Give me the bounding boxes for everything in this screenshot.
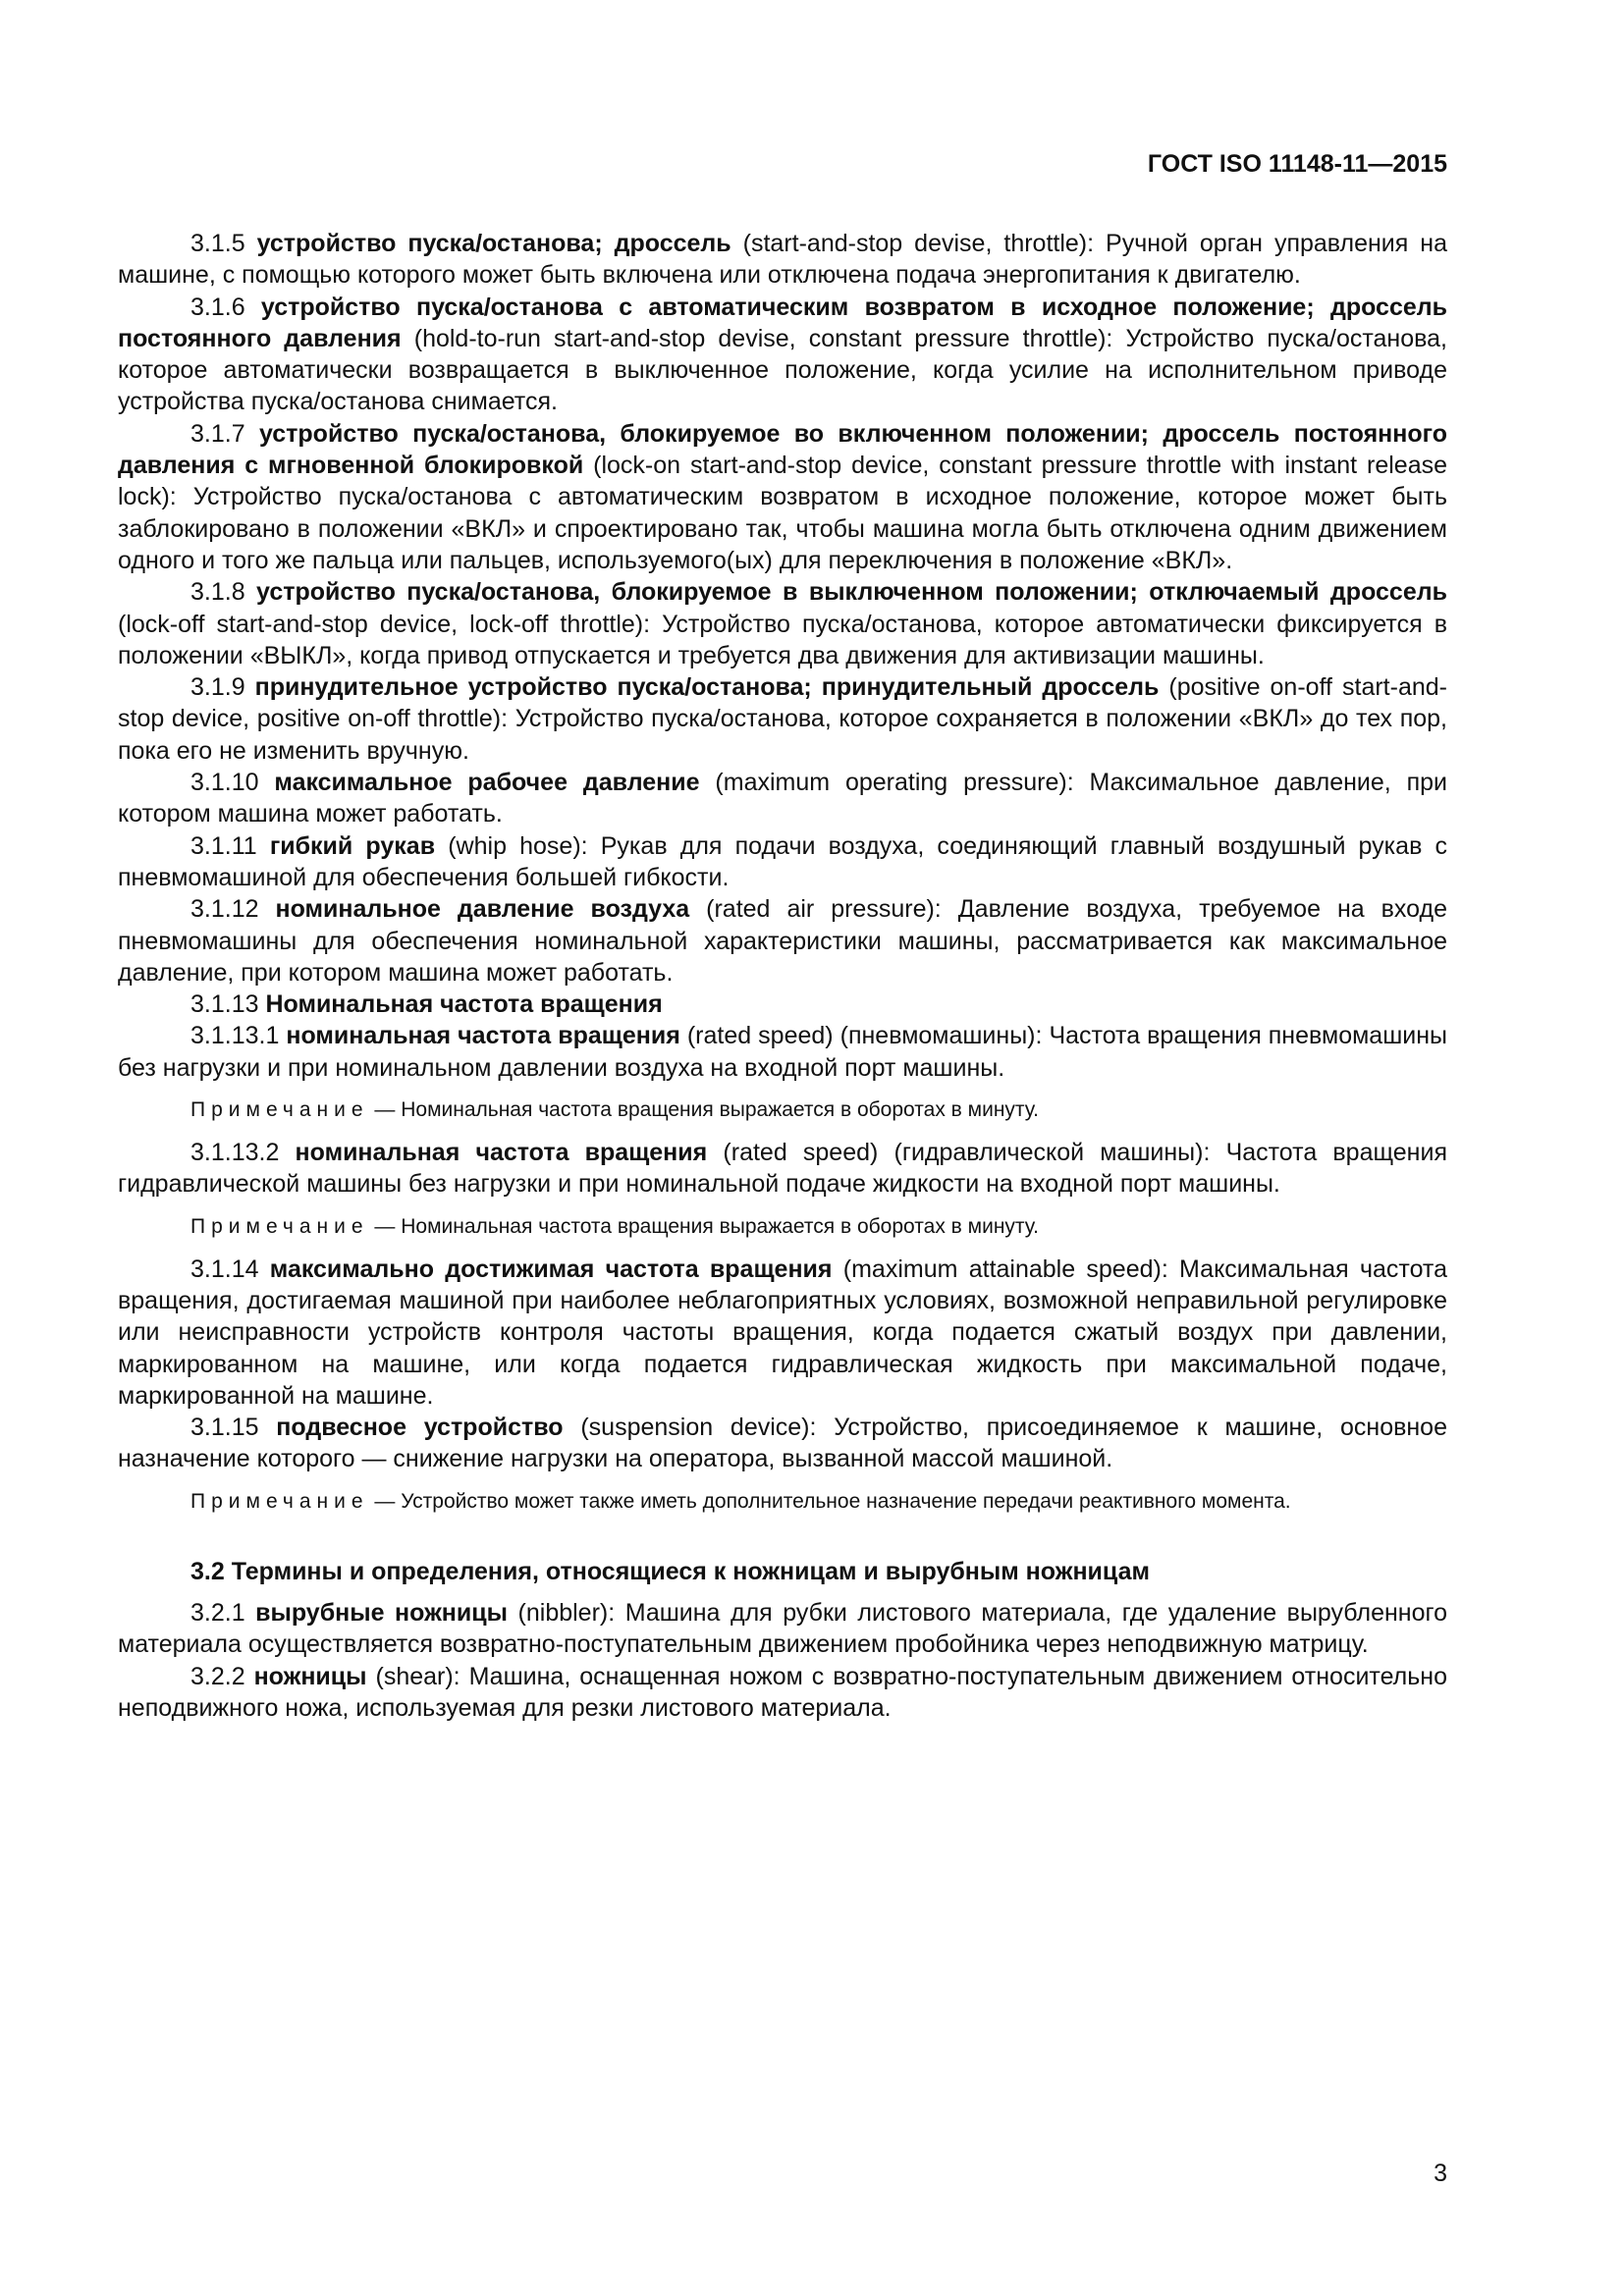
note-label: Примечание <box>190 1489 369 1513</box>
section-heading: 3.2 Термины и определения, относящиеся к ножницам и вырубным ножницам <box>190 1557 1150 1585</box>
term-entry: 3.1.9 принудительное устройство пуска/останова; принудительный дроссель (positive on-off start-and-stop device, positive on-off throttle): Устройство пуска/останова, которое сохраняется в положении «ВКЛ» до тех пор, пока его не изменить вручную. <box>118 673 1447 765</box>
note-text: — Номинальная частота вращения выражается в оборотах в минуту. <box>368 1214 1040 1238</box>
note <box>118 1212 1447 1242</box>
term-entry: 3.1.13.1 номинальная частота вращения (rated speed) (пневмомашины): Частота вращения пневмомашины без нагрузки и при номинальном давлении воздуха на входной порт машины. <box>118 1022 1447 1082</box>
term-entry: 3.1.7 устройство пуска/останова, блокируемое во включенном положении; дроссель постоянного давления с мгновенной блокировкой (lock-on start-and-stop device, constant pressure throttle with instant release lock): Устройство пуска/останова с автоматическим возвратом в исходное положение, которое может быть заблокировано в положении «ВКЛ» и спроектировано так, чтобы машина могла быть отключена одним движением одного и того же пальца или пальцев, используемого(ых) для переключения в положение «ВКЛ». <box>118 419 1448 574</box>
term-entry: 3.1.10 максимальное рабочее давление (maximum operating pressure): Максимальное давление, при котором машина может работать. <box>118 769 1448 828</box>
document-body <box>118 228 1447 1724</box>
note-label: Примечание <box>190 1098 369 1122</box>
term-entry: 3.1.13.2 номинальная частота вращения (rated speed) (гидравлической машины): Частота вращения гидравлической машины без нагрузки и при номинальной подаче жидкости на входной порт машины. <box>118 1139 1447 1199</box>
term-entry: 3.2.1 вырубные ножницы (nibbler): Машина для рубки листового материала, где удаление вырубленного материала осуществляется возвратно-поступательным движением пробойника через неподвижную матрицу. <box>118 1598 1447 1659</box>
term-entry: 3.1.5 устройство пуска/останова; дроссель (start-and-stop devise, throttle): Ручной орган управления на машине, с помощью которого может быть включена или отключена подача энергопитания к двигателю. <box>118 230 1447 290</box>
term-entry: 3.1.15 подвесное устройство (suspension device): Устройство, присоединяемое к машине, основное назначение которого — снижение нагрузки на оператора, вызванной массой машиной. <box>118 1414 1447 1473</box>
note <box>118 1487 1447 1517</box>
term-entry: 3.1.11 гибкий рукав (whip hose): Рукав для подачи воздуха, соединяющий главный воздушный рукав с пневмомашиной для обеспечения большей гибкости. <box>118 831 1447 891</box>
document-header: ГОСТ ISO 11148-11—2015 <box>1147 150 1447 178</box>
term-entry: 3.1.8 устройство пуска/останова, блокируемое в выключенном положении; отключаемый дроссель (lock-off start-and-stop device, lock-off throttle): Устройство пуска/останова, которое автоматически фиксируется в положении «ВЫКЛ», когда привод отпускается и требуется два движения для активизации машины. <box>118 578 1447 669</box>
document-page <box>118 0 1447 2296</box>
term-entry: 3.1.14 максимально достижимая частота вращения (maximum attainable speed): Максимальная частота вращения, достигаемая машиной при наиболее неблагоприятных условиях, возможной неправильной регулировке или неисправности устройств контроля частоты вращения, когда подается сжатый воздух при давлении, маркированном на машине, или когда подается гидравлическая жидкость при максимальной подаче, маркированной на машине. <box>118 1255 1448 1410</box>
note-label: Примечание <box>190 1214 369 1238</box>
page-number: 3 <box>1434 2160 1447 2187</box>
term-entry: 3.1.6 устройство пуска/останова с автоматическим возвратом в исходное положение; дроссель постоянного давления (hold-to-run start-and-stop devise, constant pressure throttle): Устройство пуска/останова, которое автоматически возвращается в выключенное положение, когда усилие на исполнительном приводе устройства пуска/останова снимается. <box>118 293 1447 416</box>
term-entry: 3.2.2 ножницы (shear): Машина, оснащенная ножом с возвратно-поступательным движением относительно неподвижного ножа, используемая для резки листового материала. <box>118 1662 1447 1722</box>
note-text: — Устройство может также иметь дополнительное назначение передачи реактивного момента. <box>368 1489 1291 1513</box>
note <box>118 1095 1447 1125</box>
term-entry: 3.1.12 номинальное давление воздуха (rated air pressure): Давление воздуха, требуемое на входе пневмомашины для обеспечения номинальной характеристики машины, рассматривается как максимальное давление, при котором машина может работать. <box>118 895 1448 987</box>
term-group-heading: 3.1.13 Номинальная частота вращения <box>190 990 663 1019</box>
note-text: — Номинальная частота вращения выражается в оборотах в минуту. <box>368 1098 1040 1122</box>
